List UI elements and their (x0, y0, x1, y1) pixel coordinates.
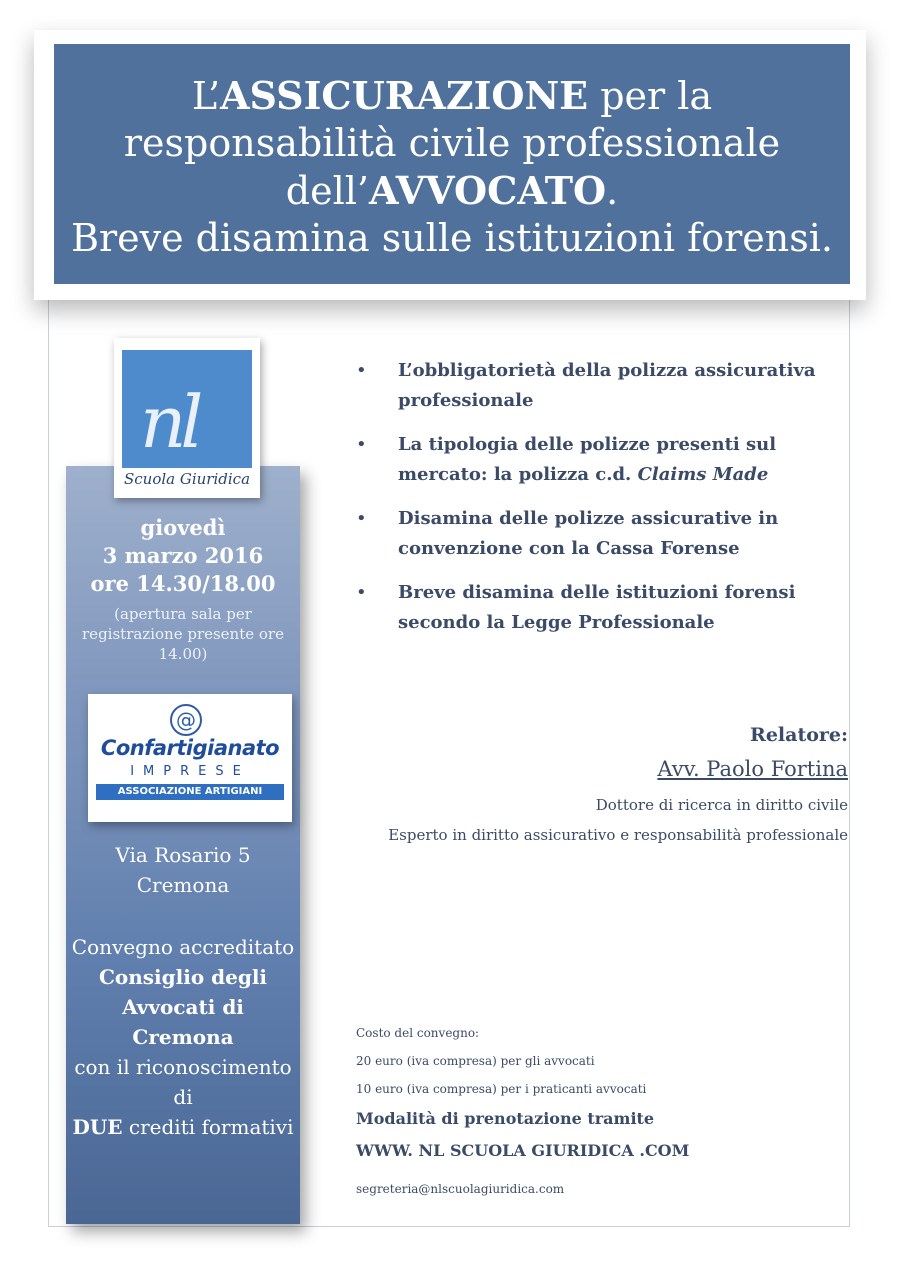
venue-address (66, 840, 300, 900)
accreditation-text: Convegno accreditato Consiglio degli Avvocati di Cremona con il riconoscimento di DUE crediti formativi (71, 935, 295, 1139)
price-trainees: 10 euro (iva compresa) per i praticanti avvocati (356, 1082, 647, 1096)
speaker-role-2: Esperto in diritto assicurativo e responsabilità professionale (388, 826, 848, 844)
bullet-icon: • (356, 360, 367, 381)
speaker-name: Avv. Paolo Fortina (657, 757, 848, 781)
website-link[interactable]: WWW. NL SCUOLA GIURIDICA .COM (356, 1141, 690, 1160)
price-lawyers: 20 euro (iva compresa) per gli avvocati (356, 1054, 595, 1068)
address-street: Via Rosario 5 (115, 843, 251, 867)
at-icon: @ (170, 704, 202, 736)
confartigianato-logo (88, 694, 292, 822)
event-date: 3 marzo 2016 (102, 543, 264, 568)
speaker-label: Relatore: (750, 724, 848, 746)
email-link[interactable]: segreteria@nlscuolagiuridica.com (356, 1182, 565, 1196)
title-line-2: responsabilità civile professionale (123, 121, 781, 165)
title-line-4: Breve disamina sulle istituzioni forensi. (71, 216, 833, 260)
bullet-icon: • (356, 434, 367, 455)
confartigianato-wordmark: Confartigianato (100, 736, 280, 760)
list-item: • L’obbligatorietà della polizza assicurativa professionale (356, 356, 856, 416)
event-sidebar (66, 466, 300, 1224)
title-line-3: dell’AVVOCATO. (285, 168, 619, 213)
address-city: Cremona (136, 873, 230, 897)
speaker-role-1: Dottore di ricerca in diritto civile (595, 796, 848, 814)
association-label: ASSOCIAZIONE ARTIGIANI CREMONA (96, 784, 284, 800)
topics-list (356, 356, 856, 652)
page-title (54, 44, 850, 284)
costs-block (356, 1024, 836, 1198)
imprese-label: IMPRESE (130, 764, 250, 779)
list-item: • Disamina delle polizze assicurative in convenzione con la Cassa Forense (356, 504, 856, 564)
title-line-1: L’ASSICURAZIONE per la (191, 73, 713, 118)
list-item: • Breve disamina delle istituzioni forensi secondo la Legge Professionale (356, 578, 856, 638)
list-item: • La tipologia delle polizze presenti sul mercato: la polizza c.d. Claims Made (356, 430, 856, 490)
event-time: ore 14.30/18.00 (90, 571, 276, 596)
booking-label: Modalità di prenotazione tramite (356, 1109, 655, 1128)
nl-scuola-logo (114, 338, 260, 498)
bullet-icon: • (356, 508, 367, 529)
logo-mark: nl (140, 380, 198, 464)
costs-title: Costo del convegno: (356, 1026, 480, 1040)
logo-caption: Scuola Giuridica (123, 470, 251, 488)
bullet-icon: • (356, 582, 367, 603)
event-datetime (66, 514, 300, 598)
logo-square (122, 350, 252, 468)
speaker-block (380, 720, 848, 846)
event-note: (apertura sala per registrazione presente ore 14.00) (82, 605, 284, 663)
event-day: giovedì (140, 515, 226, 540)
